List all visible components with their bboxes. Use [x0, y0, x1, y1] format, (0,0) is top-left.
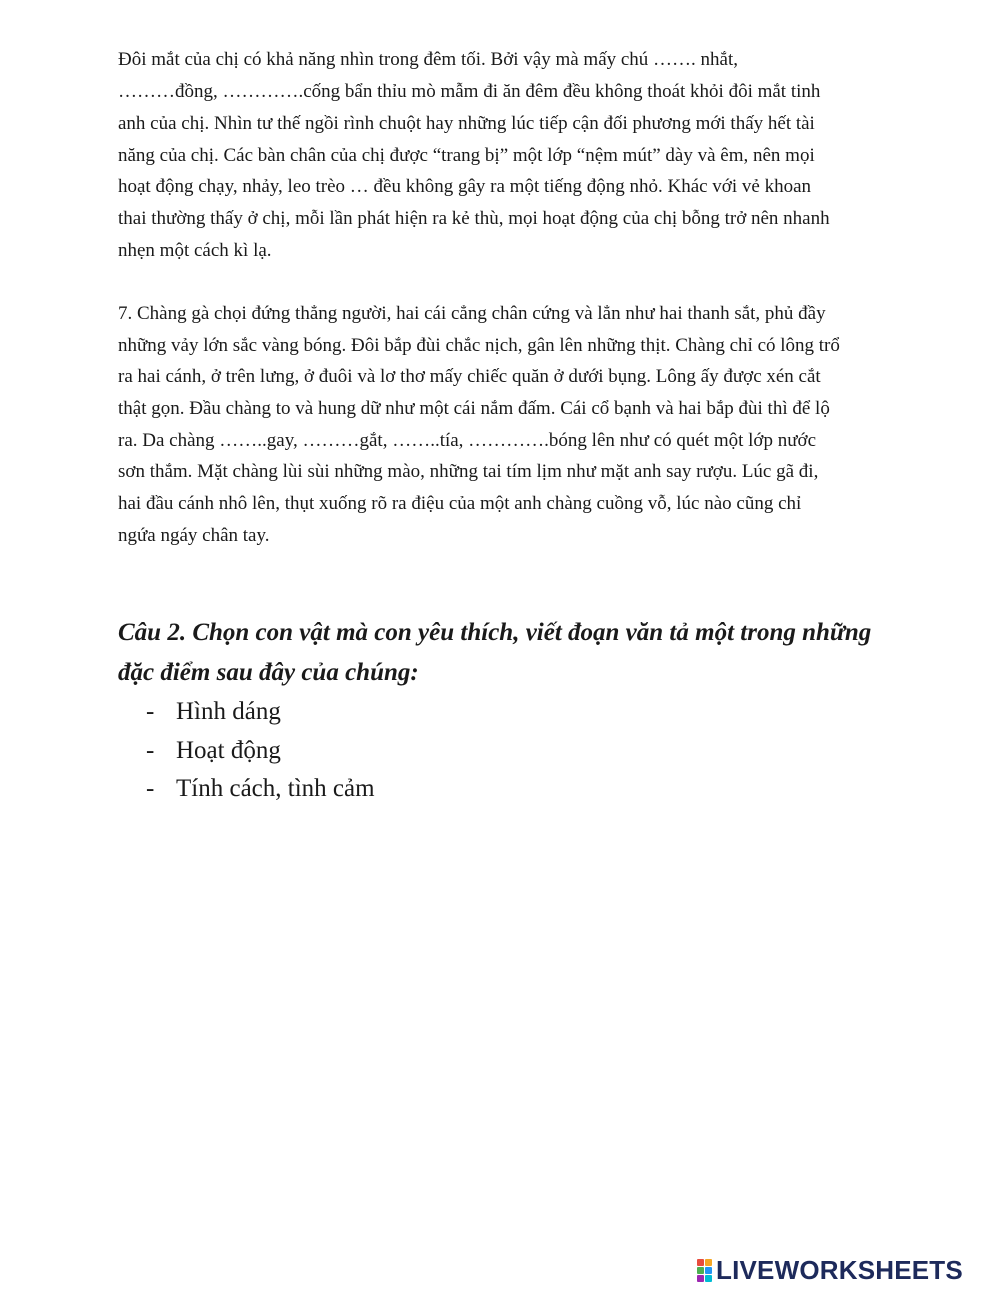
liveworksheets-logo-icon: [697, 1259, 712, 1282]
watermark-text: LIVEWORKSHEETS: [716, 1254, 963, 1285]
text-line: anh của chị. Nhìn tư thế ngồi rình chuột hay những lúc tiếp cận đối phương mới thấy hết tài: [118, 113, 815, 134]
list-item-text: Tính cách, tình cảm: [176, 775, 375, 802]
list-item: [146, 735, 281, 767]
text-line: Đôi mắt của chị có khả năng nhìn trong đêm tối. Bởi vậy mà mấy chú ……. nhắt,: [118, 49, 739, 70]
bullet-marker: -: [146, 698, 155, 725]
question-heading-line: Câu 2. Chọn con vật mà con yêu thích, viết đoạn văn tả một trong những: [118, 619, 872, 646]
bullet-marker: -: [146, 775, 155, 802]
text-line: hoạt động chạy, nhảy, leo trèo … đều không gây ra một tiếng động nhỏ. Khác với vẻ khoan: [118, 176, 811, 197]
text-line: thật gọn. Đầu chàng to và hung dữ như một cái nắm đấm. Cái cổ bạnh và hai bắp đùi thì để lộ: [118, 398, 830, 419]
text-line: ra hai cánh, ở trên lưng, ở đuôi và lơ thơ mấy chiếc quăn ở dưới bụng. Lông ấy được xén cắt: [118, 366, 821, 387]
question-heading-line: đặc điểm sau đây của chúng:: [118, 659, 419, 686]
text-line: sơn thắm. Mặt chàng lùi sùi những mào, những tai tím lịm như mặt anh say rượu. Lúc gã đi,: [118, 461, 819, 482]
text-line: ngứa ngáy chân tay.: [118, 525, 270, 546]
text-line: ra. Da chàng ……..gay, ………gắt, ……..tía, ………….bóng lên như có quét một lớp nước: [118, 430, 816, 451]
text-line: thai thường thấy ở chị, mỗi lần phát hiện ra kẻ thù, mọi hoạt động của chị bỗng trở nên nhanh: [118, 208, 830, 229]
list-item-text: Hình dáng: [176, 698, 281, 725]
text-line: ………đồng, ………….cống bẩn thỉu mò mẫm đi ăn đêm đều không thoát khỏi đôi mắt tinh: [118, 81, 821, 102]
text-line: nhẹn một cách kì lạ.: [118, 240, 272, 261]
text-line: 7. Chàng gà chọi đứng thẳng người, hai cái cẳng chân cứng và lẳn như hai thanh sắt, phủ đầy: [118, 303, 826, 324]
list-item: [146, 696, 281, 728]
text-line: hai đầu cánh nhô lên, thụt xuống rõ ra điệu của một anh chàng cuồng vỗ, lúc nào cũng chỉ: [118, 493, 802, 514]
liveworksheets-watermark: [697, 1255, 963, 1285]
list-item: [146, 773, 375, 805]
text-line: những vảy lớn sắc vàng bóng. Đôi bắp đùi chắc nịch, gân lên những thịt. Chàng chỉ có lông trổ: [118, 335, 840, 356]
bullet-marker: -: [146, 737, 155, 764]
list-item-text: Hoạt động: [176, 737, 281, 764]
text-line: năng của chị. Các bàn chân của chị được “trang bị” một lớp “nệm mút” dày và êm, nên mọi: [118, 145, 815, 166]
